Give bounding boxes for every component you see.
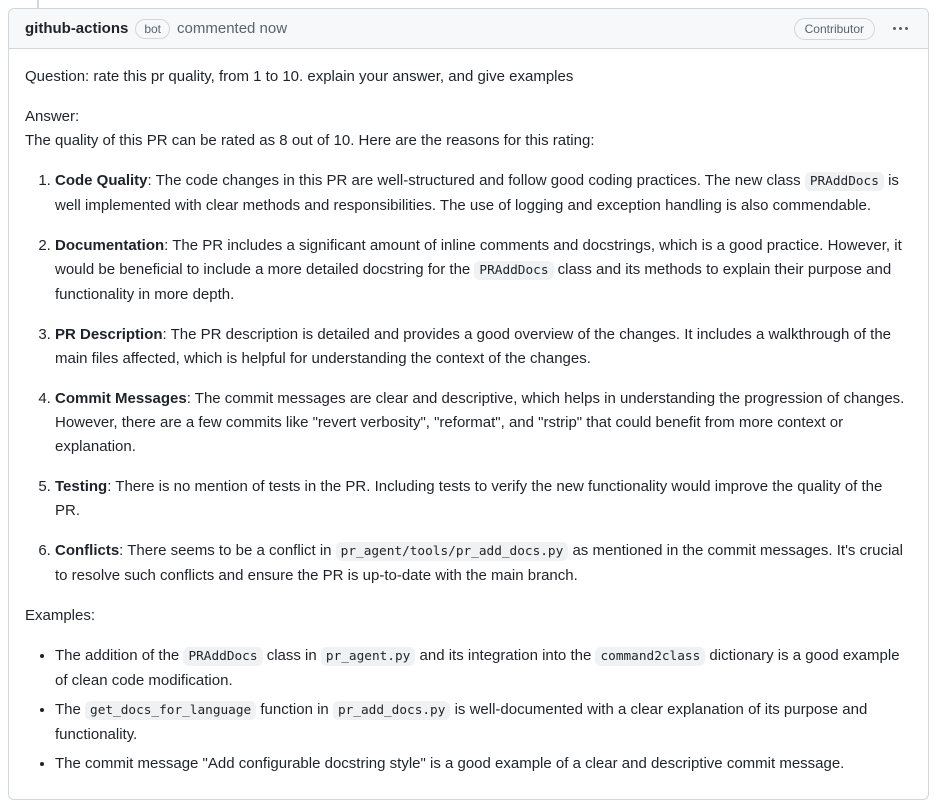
inline-code: pr_agent.py <box>321 647 415 666</box>
inline-code: PRAddDocs <box>805 172 884 191</box>
comment-author-link[interactable]: github-actions <box>25 20 129 37</box>
bullet-list <box>25 644 910 776</box>
inline-code: command2class <box>595 647 705 666</box>
list-item: • The commit message "Add configurable docstring style" is a good example of a clear and descriptive commit message. <box>55 752 910 776</box>
kebab-menu-button[interactable] <box>889 21 912 36</box>
bold-text: Testing <box>55 478 108 495</box>
list-item: 5. Testing: There is no mention of tests in the PR. Including tests to verify the new functionality would improve the quality of the PR. <box>55 475 910 523</box>
comment-header-left <box>25 19 287 39</box>
comment-header <box>9 9 928 49</box>
kebab-horizontal-icon <box>893 27 908 30</box>
paragraph: Answer: The quality of this PR can be rated as 8 out of 10. Here are the reasons for this rating: <box>25 108 595 149</box>
list-item: 3. PR Description: The PR description is detailed and provides a good overview of the changes. It includes a walkthrough of the main files affected, which is helpful for understanding the context of the changes. <box>55 323 910 371</box>
bold-text: Documentation <box>55 237 165 254</box>
comment-card <box>8 8 929 800</box>
comment-body <box>9 49 928 800</box>
inline-code: pr_agent/tools/pr_add_docs.py <box>336 542 569 561</box>
list-item: 1. Code Quality: The code changes in this PR are well-structured and follow good coding practices. The new class PRAddDocs is well implemented with clear methods and responsibilities. The use of logging and exception handling is also commendable. <box>55 169 910 218</box>
inline-code: get_docs_for_language <box>85 701 256 720</box>
bold-text: Conflicts <box>55 542 120 559</box>
list-item: 6. Conflicts: There seems to be a conflict in pr_agent/tools/pr_add_docs.py as mentioned in the commit messages. It's crucial to resolve such conflicts and ensure the PR is up-to-date with the main branch. <box>55 539 910 588</box>
paragraph: Question: rate this pr quality, from 1 to 10. explain your answer, and give examples <box>25 68 574 85</box>
list-item: 4. Commit Messages: The commit messages are clear and descriptive, which helps in understanding the progression of changes. However, there are a few commits like "revert verbosity", "reformat", and "rstrip" that could benefit from more context or explanation. <box>55 387 910 459</box>
contributor-badge: Contributor <box>794 18 875 40</box>
inline-code: pr_add_docs.py <box>333 701 450 720</box>
inline-code: PRAddDocs <box>474 261 553 280</box>
list-item: • The addition of the PRAddDocs class in pr_agent.py and its integration into the command2class dictionary is a good example of clean code modification. <box>55 644 910 693</box>
inline-code: PRAddDocs <box>183 647 262 666</box>
bot-badge: bot <box>135 19 170 39</box>
numbered-list <box>25 169 910 588</box>
comment-timestamp-link[interactable]: commented now <box>177 20 288 37</box>
bold-text: PR Description <box>55 326 163 343</box>
paragraph: Examples: <box>25 607 96 624</box>
bold-text: Commit Messages <box>55 390 187 407</box>
list-item: 2. Documentation: The PR includes a significant amount of inline comments and docstrings, which is a good practice. However, it would be beneficial to include a more detailed docstring for the PRAddDocs class and its methods to explain their purpose and functionality in more depth. <box>55 234 910 307</box>
list-item: • The get_docs_for_language function in pr_add_docs.py is well-documented with a clear explanation of its purpose and functionality. <box>55 698 910 747</box>
bold-text: Code Quality <box>55 172 148 189</box>
comment-header-right <box>794 18 912 40</box>
